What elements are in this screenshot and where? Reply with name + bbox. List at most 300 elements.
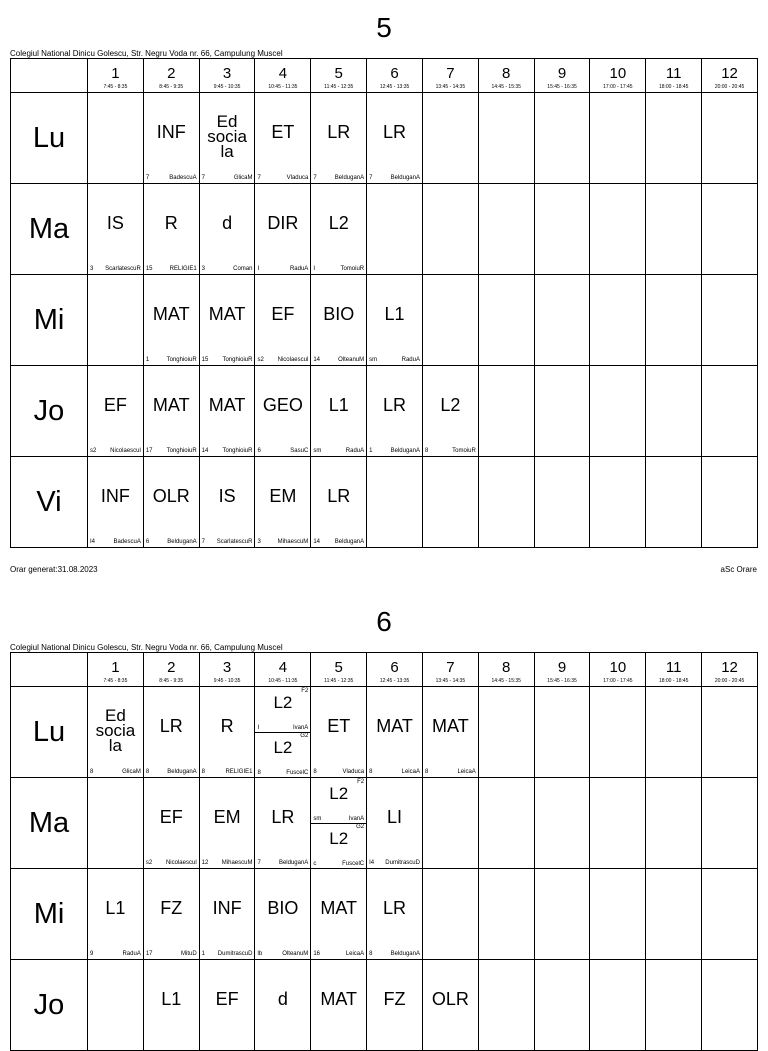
teacher: LeicaA bbox=[345, 951, 365, 957]
lesson-cell bbox=[534, 687, 590, 778]
lesson-cell bbox=[88, 93, 144, 184]
subject: LI bbox=[387, 806, 403, 827]
teacher: DumitrascuD bbox=[385, 860, 420, 866]
period-header bbox=[311, 59, 367, 93]
lesson-cell bbox=[590, 93, 646, 184]
split-lesson bbox=[255, 687, 310, 777]
day-row bbox=[11, 778, 758, 869]
period-number: 9 bbox=[557, 65, 567, 82]
period-header bbox=[199, 59, 255, 93]
class-title: 5 bbox=[376, 12, 392, 43]
room: 6 bbox=[145, 539, 150, 545]
lesson-cell bbox=[478, 366, 534, 457]
lesson-cell bbox=[478, 869, 534, 960]
lesson-cell bbox=[646, 93, 702, 184]
room: sm bbox=[313, 816, 322, 822]
lesson-cell bbox=[422, 457, 478, 548]
teacher: RELIGIE1 bbox=[225, 769, 253, 775]
room: 8 bbox=[257, 770, 261, 776]
period-time: 12:45 - 13:35 bbox=[379, 84, 410, 90]
period-number: 1 bbox=[111, 65, 120, 82]
period-header bbox=[367, 59, 423, 93]
lesson-cell bbox=[199, 869, 255, 960]
lesson-cell bbox=[143, 869, 199, 960]
subject: FZ bbox=[383, 988, 406, 1009]
room: 1 bbox=[369, 448, 373, 454]
lesson-cell bbox=[143, 457, 199, 548]
lesson-cell bbox=[590, 366, 646, 457]
lesson bbox=[144, 93, 199, 183]
period-header bbox=[199, 653, 255, 687]
subject: L1 bbox=[161, 988, 182, 1009]
day-label: Ma bbox=[11, 184, 88, 275]
subject: MAT bbox=[320, 897, 358, 918]
room: I bbox=[257, 725, 260, 731]
day-row bbox=[11, 869, 758, 960]
period-header bbox=[422, 59, 478, 93]
room: 14 bbox=[313, 357, 320, 363]
lesson-cell bbox=[255, 93, 311, 184]
period-number: 3 bbox=[222, 659, 232, 676]
group-label: G2 bbox=[300, 733, 309, 739]
lesson-cell bbox=[590, 778, 646, 869]
lesson-cell bbox=[422, 687, 478, 778]
lesson-cell bbox=[88, 778, 144, 869]
lesson-cell bbox=[199, 184, 255, 275]
lesson-cell bbox=[311, 275, 367, 366]
teacher: Vladuca bbox=[342, 769, 365, 775]
corner-cell bbox=[11, 59, 88, 93]
lesson-cell bbox=[143, 184, 199, 275]
lesson bbox=[88, 869, 143, 959]
lesson-cell bbox=[590, 275, 646, 366]
period-number: 3 bbox=[222, 65, 232, 82]
room: 14 bbox=[201, 448, 209, 454]
lesson-cell bbox=[367, 366, 423, 457]
lesson-cell bbox=[367, 869, 423, 960]
subject: MAT bbox=[376, 715, 413, 736]
lesson-cell bbox=[646, 366, 702, 457]
subject: L1 bbox=[105, 897, 126, 918]
lesson bbox=[367, 93, 422, 183]
room: 7 bbox=[257, 175, 261, 181]
lesson-cell bbox=[311, 869, 367, 960]
lesson bbox=[311, 687, 366, 777]
lesson-cell bbox=[88, 457, 144, 548]
teacher: ScarlatescuR bbox=[216, 539, 253, 545]
period-header bbox=[702, 59, 758, 93]
period-header bbox=[255, 653, 311, 687]
period-time: 8:45 - 9:35 bbox=[159, 678, 184, 684]
teacher: MihaescuM bbox=[277, 539, 309, 545]
corner-cell bbox=[11, 653, 88, 687]
period-time: 13:45 - 14:35 bbox=[435, 678, 466, 684]
lesson-cell bbox=[702, 275, 758, 366]
period-time: 15:45 - 16:35 bbox=[547, 678, 577, 684]
teacher: LeicaA bbox=[401, 769, 420, 775]
room: 17 bbox=[145, 951, 153, 957]
group-label: F2 bbox=[357, 779, 365, 785]
lesson bbox=[423, 366, 478, 456]
period-time: 11:45 - 12:35 bbox=[324, 678, 354, 684]
period-number: 10 bbox=[609, 65, 627, 82]
lesson-cell bbox=[702, 778, 758, 869]
lesson bbox=[423, 687, 478, 777]
generated-date: Orar generat:31.08.2023 bbox=[10, 565, 98, 574]
day-row bbox=[11, 960, 758, 1051]
room: 7 bbox=[313, 175, 317, 181]
lesson-cell bbox=[590, 869, 646, 960]
period-time: 18:00 - 18:45 bbox=[658, 84, 689, 90]
teacher: TonghioiuR bbox=[166, 448, 197, 454]
subject: L1 bbox=[328, 394, 349, 415]
lesson bbox=[255, 778, 310, 868]
lesson-cell bbox=[311, 960, 367, 1051]
subject: Ed socia la bbox=[207, 111, 247, 161]
room: 15 bbox=[201, 357, 209, 363]
lesson-cell bbox=[422, 275, 478, 366]
lesson-cell bbox=[88, 869, 144, 960]
day-row bbox=[11, 687, 758, 778]
period-time: 14:45 - 15:35 bbox=[491, 678, 521, 684]
lesson-cell bbox=[702, 457, 758, 548]
period-header bbox=[590, 653, 646, 687]
lesson-cell bbox=[646, 275, 702, 366]
lesson bbox=[144, 687, 199, 777]
lesson bbox=[367, 275, 422, 365]
subject: R bbox=[220, 715, 234, 736]
subject: L2 bbox=[329, 784, 349, 803]
lesson-cell bbox=[367, 184, 423, 275]
lesson-cell bbox=[478, 457, 534, 548]
teacher: FuscelC bbox=[286, 770, 309, 776]
period-number: 11 bbox=[665, 659, 682, 676]
period-number: 2 bbox=[167, 65, 176, 82]
lesson-cell bbox=[478, 778, 534, 869]
room: 8 bbox=[145, 769, 150, 775]
period-number: 11 bbox=[665, 65, 682, 82]
teacher: BelduganA bbox=[167, 769, 197, 775]
subject: MAT bbox=[208, 394, 246, 415]
lesson-cell bbox=[367, 457, 423, 548]
period-time: 18:00 - 18:45 bbox=[658, 678, 689, 684]
period-time: 20:00 - 20:45 bbox=[714, 84, 745, 90]
period-time: 12:45 - 13:35 bbox=[379, 678, 410, 684]
teacher: GlicaM bbox=[233, 175, 253, 181]
room: 8 bbox=[90, 769, 94, 775]
subject: OLR bbox=[152, 485, 190, 506]
period-number: 5 bbox=[334, 65, 343, 82]
day-label: Mi bbox=[11, 869, 88, 960]
lesson-cell bbox=[367, 93, 423, 184]
teacher: ScarlatescuR bbox=[105, 266, 141, 272]
subject: IS bbox=[218, 485, 236, 506]
day-row bbox=[11, 184, 758, 275]
subject: MAT bbox=[152, 394, 190, 415]
lesson-cell bbox=[311, 184, 367, 275]
room: 7 bbox=[201, 175, 205, 181]
lesson-cell bbox=[702, 869, 758, 960]
room: sm bbox=[313, 448, 322, 454]
lesson-cell bbox=[143, 960, 199, 1051]
period-number: 12 bbox=[721, 65, 738, 82]
subject: LR bbox=[383, 394, 407, 415]
lesson bbox=[200, 93, 255, 183]
lesson-cell bbox=[478, 275, 534, 366]
subject: EM bbox=[213, 806, 241, 827]
subject: ET bbox=[327, 715, 351, 736]
day-row bbox=[11, 93, 758, 184]
subject: BIO bbox=[267, 897, 299, 918]
lesson-cell bbox=[143, 366, 199, 457]
teacher: MituD bbox=[180, 951, 197, 957]
lesson-cell bbox=[367, 275, 423, 366]
lesson-cell bbox=[646, 687, 702, 778]
room: 17 bbox=[145, 448, 153, 454]
lesson bbox=[255, 869, 310, 959]
timetable-grid bbox=[10, 58, 758, 548]
lesson bbox=[311, 275, 366, 365]
subject: Ed socia la bbox=[95, 705, 136, 755]
lesson-cell bbox=[88, 366, 144, 457]
period-time: 10:45 - 11:35 bbox=[268, 678, 298, 684]
room: 8 bbox=[313, 769, 317, 775]
period-time: 17:00 - 17:45 bbox=[603, 678, 633, 684]
period-time: 9:45 - 10:35 bbox=[213, 84, 241, 90]
lesson-cell bbox=[311, 457, 367, 548]
group-label: G2 bbox=[356, 824, 365, 830]
teacher: RaduA bbox=[401, 357, 420, 363]
lesson-cell bbox=[311, 687, 367, 778]
teacher: TomoiuR bbox=[452, 448, 476, 454]
subject: LR bbox=[159, 715, 183, 736]
lesson-cell bbox=[590, 960, 646, 1051]
lesson-cell bbox=[143, 93, 199, 184]
lesson bbox=[200, 778, 255, 868]
lesson-cell bbox=[199, 275, 255, 366]
lesson bbox=[144, 275, 199, 365]
lesson-cell bbox=[646, 960, 702, 1051]
day-row bbox=[11, 366, 758, 457]
lesson-cell bbox=[255, 366, 311, 457]
room: 8 bbox=[369, 769, 373, 775]
lesson-cell bbox=[422, 960, 478, 1051]
room: 3 bbox=[257, 539, 261, 545]
teacher: Nicolaescul bbox=[277, 357, 309, 363]
lesson-cell bbox=[367, 960, 423, 1051]
lesson bbox=[144, 960, 199, 1050]
group-lesson bbox=[311, 823, 366, 868]
lesson bbox=[200, 960, 255, 1050]
lesson bbox=[200, 457, 255, 547]
lesson bbox=[200, 869, 255, 959]
room: 9 bbox=[90, 951, 94, 957]
lesson-cell bbox=[422, 869, 478, 960]
period-number: 10 bbox=[609, 659, 627, 676]
room: s2 bbox=[145, 860, 153, 866]
lesson-cell bbox=[199, 687, 255, 778]
teacher: FuscelC bbox=[342, 861, 365, 867]
lesson bbox=[255, 960, 310, 1050]
lesson bbox=[88, 457, 143, 547]
period-time: 13:45 - 14:35 bbox=[435, 84, 466, 90]
lesson-cell bbox=[478, 184, 534, 275]
period-header bbox=[534, 59, 590, 93]
period-time: 20:00 - 20:45 bbox=[714, 678, 745, 684]
subject: GEO bbox=[262, 394, 303, 415]
period-header bbox=[702, 653, 758, 687]
teacher: LeicaA bbox=[457, 769, 476, 775]
subject: L2 bbox=[329, 829, 349, 848]
lesson-cell bbox=[534, 457, 590, 548]
school-header: Colegiul National Dinicu Golescu, Str. Negru Voda nr. 66, Campulung Muscel bbox=[10, 49, 283, 58]
room: 7 bbox=[369, 175, 373, 181]
room: 14 bbox=[313, 539, 320, 545]
room: 16 bbox=[313, 951, 320, 957]
teacher: RaduA bbox=[289, 266, 309, 272]
room: 1 bbox=[145, 357, 150, 363]
lesson-cell bbox=[702, 93, 758, 184]
period-header bbox=[143, 59, 199, 93]
teacher: RELIGIE1 bbox=[169, 266, 197, 272]
period-number: 8 bbox=[502, 659, 511, 676]
lesson bbox=[367, 366, 422, 456]
lesson-cell bbox=[702, 960, 758, 1051]
lesson-cell bbox=[88, 960, 144, 1051]
timetable-grid bbox=[10, 652, 758, 1051]
group-lesson bbox=[255, 732, 310, 777]
lesson-cell bbox=[646, 184, 702, 275]
lesson bbox=[367, 960, 422, 1050]
subject: LR bbox=[383, 897, 407, 918]
lesson bbox=[200, 366, 255, 456]
room: 15 bbox=[145, 266, 153, 272]
lesson bbox=[255, 457, 310, 547]
teacher: OlteanuM bbox=[282, 951, 309, 957]
room: I4 bbox=[369, 860, 375, 866]
subject: LR bbox=[327, 121, 351, 142]
period-time: 8:45 - 9:35 bbox=[159, 84, 184, 90]
lesson-cell bbox=[702, 687, 758, 778]
lesson bbox=[144, 869, 199, 959]
lesson-cell bbox=[255, 869, 311, 960]
period-header bbox=[422, 653, 478, 687]
room: 7 bbox=[257, 860, 261, 866]
period-number: 4 bbox=[278, 65, 288, 82]
lesson bbox=[144, 184, 199, 274]
lesson-cell bbox=[478, 960, 534, 1051]
split-lesson bbox=[311, 778, 366, 868]
period-number: 1 bbox=[111, 659, 120, 676]
subject: EF bbox=[271, 303, 295, 324]
room: 8 bbox=[369, 951, 373, 957]
teacher: Nicolaescul bbox=[110, 448, 141, 454]
lesson-cell bbox=[255, 960, 311, 1051]
period-number: 2 bbox=[167, 659, 176, 676]
period-header bbox=[255, 59, 311, 93]
subject: OLR bbox=[431, 988, 469, 1009]
room: 8 bbox=[424, 769, 429, 775]
teacher: Nicolaescul bbox=[165, 860, 197, 866]
teacher: OlteanuM bbox=[338, 357, 365, 363]
lesson-cell bbox=[367, 687, 423, 778]
teacher: TomoiuR bbox=[340, 266, 365, 272]
period-number: 6 bbox=[390, 65, 399, 82]
lesson-cell bbox=[255, 184, 311, 275]
lesson-cell bbox=[88, 184, 144, 275]
lesson-cell bbox=[646, 457, 702, 548]
period-header bbox=[143, 653, 199, 687]
group-label: F2 bbox=[301, 688, 309, 694]
lesson bbox=[311, 366, 366, 456]
room: I4 bbox=[90, 539, 96, 545]
subject: IS bbox=[106, 212, 124, 233]
lesson-cell bbox=[534, 960, 590, 1051]
lesson bbox=[423, 960, 478, 1050]
lesson bbox=[255, 275, 310, 365]
teacher: BadescuA bbox=[113, 539, 141, 545]
day-label: Mi bbox=[11, 275, 88, 366]
room: c bbox=[313, 861, 317, 867]
period-header bbox=[646, 59, 702, 93]
teacher: RaduA bbox=[345, 448, 365, 454]
lesson-cell bbox=[255, 778, 311, 869]
room: I bbox=[257, 266, 260, 272]
subject: BIO bbox=[323, 303, 355, 324]
teacher: MihaescuM bbox=[221, 860, 253, 866]
lesson-cell bbox=[534, 93, 590, 184]
lesson-cell bbox=[590, 457, 646, 548]
lesson bbox=[311, 457, 366, 547]
day-row bbox=[11, 457, 758, 548]
teacher: BelduganA bbox=[390, 951, 420, 957]
period-header bbox=[590, 59, 646, 93]
teacher: BelduganA bbox=[167, 539, 197, 545]
teacher: GlicaM bbox=[122, 769, 141, 775]
subject: L2 bbox=[440, 394, 461, 415]
subject: L2 bbox=[273, 693, 293, 712]
lesson-cell bbox=[534, 184, 590, 275]
lesson-cell bbox=[88, 275, 144, 366]
subject: LR bbox=[383, 121, 407, 142]
lesson bbox=[311, 184, 366, 274]
lesson bbox=[200, 687, 255, 777]
subject: MAT bbox=[432, 715, 469, 736]
period-header bbox=[367, 653, 423, 687]
room: 8 bbox=[201, 769, 205, 775]
period-header bbox=[478, 653, 534, 687]
period-number: 7 bbox=[446, 659, 455, 676]
subject: MAT bbox=[208, 303, 246, 324]
lesson-cell bbox=[646, 778, 702, 869]
lesson bbox=[367, 687, 422, 777]
teacher: BadescuA bbox=[169, 175, 197, 181]
room: 6 bbox=[257, 448, 261, 454]
subject: FZ bbox=[160, 897, 183, 918]
lesson bbox=[144, 778, 199, 868]
period-number: 9 bbox=[557, 659, 567, 676]
teacher: BelduganA bbox=[334, 175, 365, 181]
teacher: DumitrascuD bbox=[217, 951, 253, 957]
teacher: BelduganA bbox=[278, 860, 309, 866]
period-time: 7:45 - 8:35 bbox=[103, 678, 128, 684]
group-lesson bbox=[255, 687, 310, 733]
lesson-cell bbox=[143, 275, 199, 366]
room: 3 bbox=[90, 266, 94, 272]
period-header bbox=[88, 59, 144, 93]
subject: INF bbox=[100, 485, 130, 506]
day-label: Lu bbox=[11, 93, 88, 184]
